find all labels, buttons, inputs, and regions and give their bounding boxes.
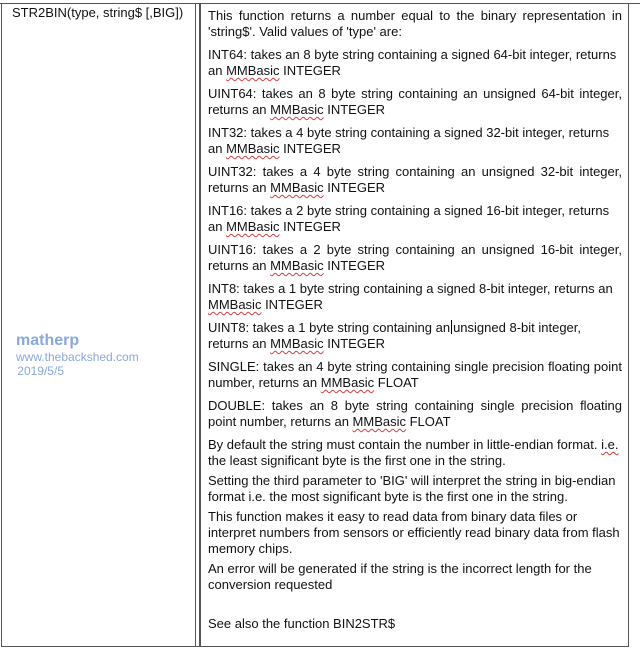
intro-paragraph: This function returns a number equal to the binary representation in 'string$'. Valid values of 'type' are:	[208, 8, 622, 39]
watermark-date: 2019/5/5	[17, 364, 64, 378]
type-int32: INT32: takes a 4 byte string containing a signed 32-bit integer, returns an MMBasic INTEGER	[208, 125, 610, 156]
type-double: DOUBLE: takes an 8 byte string containing single precision floating point number, returns an MMBasic FLOAT	[208, 398, 622, 429]
forum-watermark	[16, 332, 139, 378]
error-paragraph: An error will be generated if the string is the incorrect length for the conversion requested	[208, 561, 592, 592]
type-uint8: UINT8: takes a 1 byte string containing an unsigned 8-bit integer, returns an MMBasic INTEGER	[208, 320, 582, 351]
description-text	[208, 8, 622, 639]
type-int16: INT16: takes a 2 byte string containing a signed 16-bit integer, returns an MMBasic INTEGER	[208, 203, 610, 234]
function-signature: STR2BIN(type, string$ [,BIG])	[12, 5, 184, 20]
spell-mark: MMBasic	[226, 63, 280, 78]
usage-paragraph: This function makes it easy to read data from binary data files or interpret numbers from sensors or efficiently read binary data from flash memory chips.	[208, 509, 620, 556]
type-uint32: UINT32: takes a 4 byte string containing an unsigned 32-bit integer, returns an MMBasic INTEGER	[208, 164, 622, 195]
watermark-user: matherp	[16, 332, 80, 349]
see-also-paragraph: See also the function BIN2STR$	[208, 616, 396, 631]
text-cursor	[451, 320, 452, 334]
default-endian-paragraph: By default the string must contain the number in little-endian format. i.e. the least significant byte is the first one in the string.	[208, 437, 619, 468]
type-uint64: UINT64: takes an 8 byte string containing an unsigned 64-bit integer, returns an MMBasic INTEGER	[208, 86, 622, 117]
function-signature-cell	[2, 4, 200, 646]
type-int8: INT8: takes a 1 byte string containing a signed 8-bit integer, returns an MMBasic INTEGER	[208, 281, 613, 312]
type-uint16: UINT16: takes a 2 byte string containing an unsigned 16-bit integer, returns an MMBasic INTEGER	[208, 242, 622, 273]
type-single: SINGLE: takes an 4 byte string containing single precision floating point number, returns an MMBasic FLOAT	[208, 359, 622, 390]
type-int64: INT64: takes an 8 byte string containing a signed 64-bit integer, returns an MMBasic INTEGER	[208, 47, 617, 78]
function-description-cell	[200, 4, 628, 646]
function-table	[1, 3, 629, 647]
watermark-site: www.thebackshed.com	[16, 350, 139, 364]
big-endian-paragraph: Setting the third parameter to 'BIG' will interpret the string in big-endian format i.e. the most significant byte is the first one in the string.	[208, 473, 616, 504]
